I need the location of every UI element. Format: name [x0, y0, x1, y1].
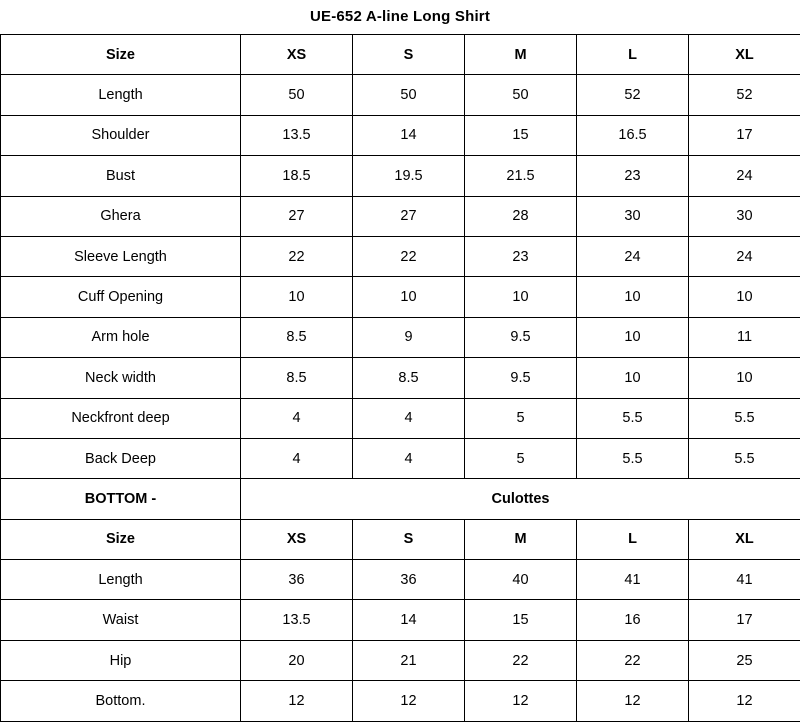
table-row: [1, 398, 800, 438]
column-header-xl: XL: [689, 35, 800, 75]
measurement-value: 14: [353, 600, 465, 640]
measurement-value: 36: [353, 560, 465, 600]
measurement-value: 9: [353, 317, 465, 357]
measurement-value: 19.5: [353, 156, 465, 196]
measurement-value: 10: [465, 277, 577, 317]
measurement-value: 9.5: [465, 317, 577, 357]
measurement-label: Bottom.: [1, 681, 241, 721]
measurement-value: 13.5: [241, 600, 353, 640]
table-row: [1, 438, 800, 478]
table-row: [1, 600, 800, 640]
measurement-value: 24: [577, 236, 689, 276]
measurement-value: 50: [465, 75, 577, 115]
table-row: [1, 156, 800, 196]
measurement-value: 24: [689, 236, 800, 276]
measurement-value: 5.5: [689, 398, 800, 438]
measurement-value: 27: [353, 196, 465, 236]
measurement-value: 12: [689, 681, 800, 721]
column-header-m: M: [465, 35, 577, 75]
measurement-value: 24: [689, 156, 800, 196]
measurement-label: Arm hole: [1, 317, 241, 357]
measurement-value: 40: [465, 560, 577, 600]
measurement-value: 5: [465, 398, 577, 438]
measurement-label: Back Deep: [1, 438, 241, 478]
column-header-size: Size: [1, 35, 241, 75]
table-row: [1, 196, 800, 236]
column-header-xs: XS: [241, 519, 353, 559]
column-header-l: L: [577, 519, 689, 559]
column-header-m: M: [465, 519, 577, 559]
measurement-value: 41: [689, 560, 800, 600]
measurement-value: 52: [577, 75, 689, 115]
measurement-value: 22: [353, 236, 465, 276]
column-header-xl: XL: [689, 519, 800, 559]
table-row: [1, 115, 800, 155]
measurement-value: 4: [353, 398, 465, 438]
measurement-label: Sleeve Length: [1, 236, 241, 276]
measurement-value: 12: [577, 681, 689, 721]
measurement-value: 50: [241, 75, 353, 115]
measurement-value: 13.5: [241, 115, 353, 155]
column-header-s: S: [353, 35, 465, 75]
page-title: UE-652 A-line Long Shirt: [0, 0, 800, 34]
measurement-value: 12: [353, 681, 465, 721]
measurement-value: 4: [353, 438, 465, 478]
measurement-value: 30: [689, 196, 800, 236]
measurement-value: 15: [465, 115, 577, 155]
measurement-value: 28: [465, 196, 577, 236]
measurement-value: 21.5: [465, 156, 577, 196]
measurement-value: 41: [577, 560, 689, 600]
measurement-value: 5.5: [577, 438, 689, 478]
measurement-value: 17: [689, 600, 800, 640]
measurement-value: 10: [689, 358, 800, 398]
measurement-label: Cuff Opening: [1, 277, 241, 317]
table-row: [1, 75, 800, 115]
measurement-value: 10: [577, 317, 689, 357]
measurement-value: 23: [465, 236, 577, 276]
measurement-value: 20: [241, 640, 353, 680]
table-row: [1, 640, 800, 680]
measurement-value: 12: [241, 681, 353, 721]
measurement-value: 12: [465, 681, 577, 721]
measurement-value: 16: [577, 600, 689, 640]
table-row: [1, 277, 800, 317]
bottom-header-row: [1, 519, 800, 559]
measurement-value: 5: [465, 438, 577, 478]
table-row: [1, 236, 800, 276]
measurement-value: 10: [689, 277, 800, 317]
column-header-size: Size: [1, 519, 241, 559]
measurement-value: 50: [353, 75, 465, 115]
measurement-label: Length: [1, 75, 241, 115]
measurement-value: 8.5: [353, 358, 465, 398]
measurement-value: 17: [689, 115, 800, 155]
measurement-label: Neck width: [1, 358, 241, 398]
measurement-value: 4: [241, 438, 353, 478]
measurement-value: 4: [241, 398, 353, 438]
column-header-s: S: [353, 519, 465, 559]
measurement-value: 15: [465, 600, 577, 640]
table-header-row: [1, 35, 800, 75]
measurement-value: 36: [241, 560, 353, 600]
measurement-value: 25: [689, 640, 800, 680]
measurement-value: 21: [353, 640, 465, 680]
column-header-xs: XS: [241, 35, 353, 75]
table-row: [1, 358, 800, 398]
measurement-value: 10: [577, 358, 689, 398]
measurement-value: 14: [353, 115, 465, 155]
bottom-section-label: BOTTOM -: [1, 479, 241, 519]
measurement-value: 9.5: [465, 358, 577, 398]
measurement-label: Shoulder: [1, 115, 241, 155]
measurement-value: 23: [577, 156, 689, 196]
measurement-value: 5.5: [689, 438, 800, 478]
measurement-value: 5.5: [577, 398, 689, 438]
column-header-l: L: [577, 35, 689, 75]
measurement-value: 30: [577, 196, 689, 236]
size-chart-table: [0, 34, 800, 722]
measurement-value: 11: [689, 317, 800, 357]
measurement-value: 22: [577, 640, 689, 680]
bottom-section-value: Culottes: [241, 479, 800, 519]
measurement-label: Bust: [1, 156, 241, 196]
bottom-section-row: [1, 479, 800, 519]
measurement-label: Neckfront deep: [1, 398, 241, 438]
table-row: [1, 317, 800, 357]
measurement-value: 16.5: [577, 115, 689, 155]
measurement-value: 22: [241, 236, 353, 276]
measurement-value: 22: [465, 640, 577, 680]
measurement-label: Waist: [1, 600, 241, 640]
measurement-value: 52: [689, 75, 800, 115]
measurement-value: 10: [241, 277, 353, 317]
measurement-value: 8.5: [241, 317, 353, 357]
measurement-label: Hip: [1, 640, 241, 680]
measurement-label: Length: [1, 560, 241, 600]
measurement-label: Ghera: [1, 196, 241, 236]
measurement-value: 10: [577, 277, 689, 317]
measurement-value: 18.5: [241, 156, 353, 196]
measurement-value: 27: [241, 196, 353, 236]
measurement-value: 10: [353, 277, 465, 317]
measurement-value: 8.5: [241, 358, 353, 398]
table-row: [1, 560, 800, 600]
